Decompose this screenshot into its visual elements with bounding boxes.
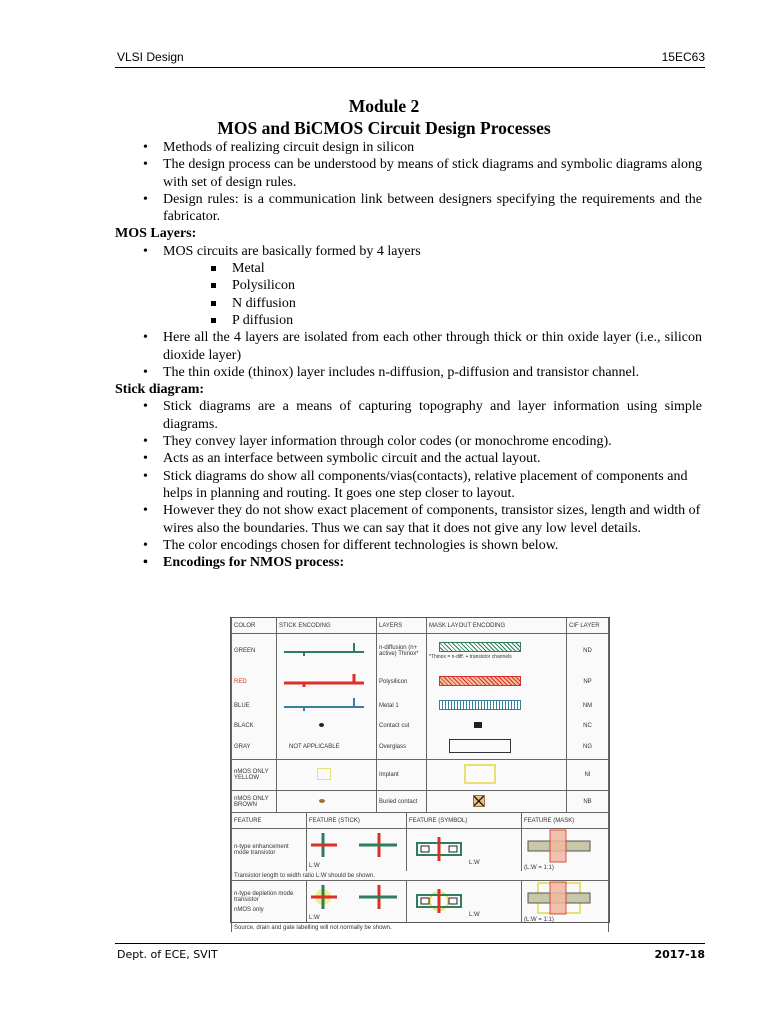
encoding-row xyxy=(232,717,609,735)
feature-sub: nMOS only xyxy=(234,907,264,913)
encoding-row xyxy=(232,791,609,813)
footer-rule xyxy=(115,943,705,944)
color-encoding-table xyxy=(231,618,609,812)
stick-line-icon xyxy=(279,640,369,660)
feature-note: Transistor length to width ratio L:W should be shown. xyxy=(232,871,609,881)
list-item: • However they do not show exact placement of components, transistor sizes, length and width of wires also the boundaries. Thus we can say that it does not give any low level details. xyxy=(115,502,702,537)
lw-label: L:W xyxy=(469,860,480,866)
list-item: • Here all the 4 layers are isolated from each other through thick or thin oxide layer (i.e., silicon dioxide layer) xyxy=(115,329,702,364)
col-header: CIF LAYER xyxy=(567,618,609,634)
list-item: • Stick diagrams do show all components/vias(contacts), relative placement of components and helps in planning and routing. It goes one step closer to layout. xyxy=(115,468,702,503)
lw-label: L:W xyxy=(469,912,480,918)
stick-line-icon xyxy=(279,671,369,691)
cif-code: NC xyxy=(567,717,609,735)
list-item: • MOS circuits are basically formed by 4 layers xyxy=(115,243,702,260)
feature-row xyxy=(232,881,609,924)
footer-dept: Dept. of ECE, SVIT xyxy=(117,948,218,961)
ratio-label: (L:W = 1:1) xyxy=(524,865,554,871)
layer-name: Buried contact xyxy=(377,791,427,813)
module-title: Module 2 xyxy=(348,96,420,116)
layer-item: N diffusion xyxy=(115,295,702,312)
buried-dot-icon xyxy=(319,799,325,803)
ratio-label: (L:W = 1:1) xyxy=(524,917,554,923)
layer-name: Contact cut xyxy=(377,717,427,735)
layer-name: Overglass xyxy=(377,735,427,760)
layer-item: P diffusion xyxy=(115,312,702,329)
feature-name: n-type depletion mode transistor xyxy=(234,891,294,903)
color-name: GRAY xyxy=(232,735,277,760)
section-heading-stick: Stick diagram: xyxy=(115,382,205,398)
lw-label: L:W xyxy=(309,863,320,869)
layer-name: n-diffusion (n+ active) Thinox* xyxy=(377,634,427,669)
cif-code: NG xyxy=(567,735,609,760)
stick-transistor-icon xyxy=(309,883,399,913)
list-item: • Methods of realizing circuit design in silicon xyxy=(115,139,702,156)
encoding-row xyxy=(232,735,609,760)
col-header: MASK LAYOUT ENCODING xyxy=(427,618,567,634)
footer-year: 2017-18 xyxy=(654,948,705,961)
feature-note: Source, drain and gate labelling will not normally be shown. xyxy=(232,923,609,932)
contact-dot-icon xyxy=(319,723,324,727)
col-header: STICK ENCODING xyxy=(277,618,377,634)
list-item: • The thin oxide (thinox) layer includes n-diffusion, p-diffusion and transistor channel. xyxy=(115,364,702,381)
list-item: • The design process can be understood by means of stick diagrams and symbolic diagrams along with set of design rules. xyxy=(115,156,702,191)
implant-mask-icon xyxy=(464,764,496,784)
section-heading-mos-layers: MOS Layers: xyxy=(115,226,197,242)
stick-transistor-icon xyxy=(309,831,399,861)
layer-item: Polysilicon xyxy=(115,277,702,294)
cif-code: NP xyxy=(567,668,609,695)
color-name: BLACK xyxy=(232,717,277,735)
overglass-mask-icon xyxy=(449,739,511,753)
color-name: RED xyxy=(232,668,277,695)
col-header: LAYERS xyxy=(377,618,427,634)
mask-note: *Thinox = n-diff. + transistor channels xyxy=(429,654,512,660)
feature-row xyxy=(232,829,609,872)
contact-mask-icon xyxy=(474,722,482,728)
document-body xyxy=(115,139,702,571)
col-header: COLOR xyxy=(232,618,277,634)
color-name: BLUE xyxy=(232,695,277,717)
mask-transistor-icon xyxy=(524,881,594,915)
col-header: FEATURE (SYMBOL) xyxy=(407,813,522,829)
feature-name: n-type enhancement mode transistor xyxy=(234,844,289,856)
buried-mask-icon xyxy=(473,795,485,807)
list-item: • Design rules: is a communication link between designers specifying the requirements and the fabricator. xyxy=(115,191,702,226)
col-header: FEATURE (STICK) xyxy=(307,813,407,829)
module-subtitle: MOS and BiCMOS Circuit Design Processes xyxy=(217,118,551,138)
mask-transistor-icon xyxy=(524,829,594,863)
encoding-row xyxy=(232,668,609,695)
lw-label: L:W xyxy=(309,915,320,921)
layer-name: Implant xyxy=(377,760,427,791)
color-name: nMOS ONLY YELLOW xyxy=(232,760,277,791)
encoding-row xyxy=(232,695,609,717)
encoding-row xyxy=(232,760,609,791)
layer-item: Metal xyxy=(115,260,702,277)
cif-code: ND xyxy=(567,634,609,669)
list-item: • Acts as an interface between symbolic circuit and the actual layout. xyxy=(115,450,702,467)
symbol-transistor-icon xyxy=(409,834,469,864)
encoding-row xyxy=(232,634,609,669)
stick-line-icon xyxy=(279,695,369,715)
color-name: nMOS ONLY BROWN xyxy=(232,791,277,813)
cif-code: NM xyxy=(567,695,609,717)
list-item: • Stick diagrams are a means of capturing topography and layer information using simple diagrams. xyxy=(115,398,702,433)
list-item: • The color encodings chosen for different technologies is shown below. xyxy=(115,537,702,554)
cif-code: NB xyxy=(567,791,609,813)
stick-text: NOT APPLICABLE xyxy=(289,744,340,750)
mask-pattern-icon xyxy=(439,700,521,710)
list-item: • They convey layer information through color codes (or monochrome encoding). xyxy=(115,433,702,450)
nmos-encoding-figure xyxy=(230,617,610,931)
mask-pattern-icon xyxy=(439,676,521,686)
implant-box-icon xyxy=(317,768,331,780)
col-header: FEATURE xyxy=(232,813,307,829)
col-header: FEATURE (MASK) xyxy=(522,813,609,829)
feature-table xyxy=(231,812,609,932)
cif-code: NI xyxy=(567,760,609,791)
mask-pattern-icon xyxy=(439,642,521,652)
color-name: GREEN xyxy=(232,634,277,669)
list-item: • Encodings for NMOS process: xyxy=(115,554,702,571)
header-rule xyxy=(115,67,705,68)
header-code: 15EC63 xyxy=(661,50,705,64)
layer-name: Polysilicon xyxy=(377,668,427,695)
layer-name: Metal 1 xyxy=(377,695,427,717)
header-course: VLSI Design xyxy=(117,50,184,64)
symbol-transistor-icon xyxy=(409,886,469,916)
